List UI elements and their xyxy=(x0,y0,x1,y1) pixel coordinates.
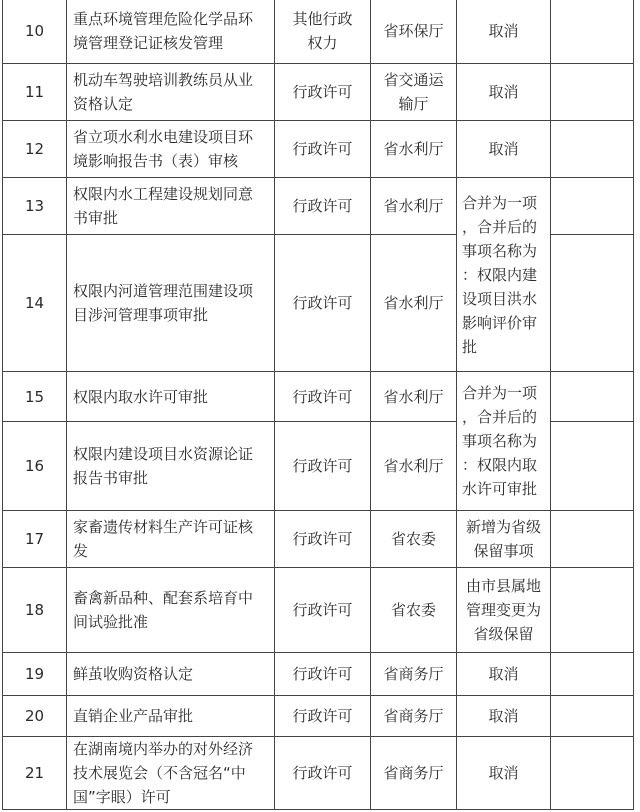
cell-text-line: 行政许可 xyxy=(292,140,353,158)
item-name xyxy=(67,372,275,422)
item-name xyxy=(67,696,275,737)
cell-text-line: 报告书审批 xyxy=(73,469,149,487)
cell-text-line: 省水利厅 xyxy=(383,294,444,312)
item-name xyxy=(67,511,275,568)
item-number: 17 xyxy=(3,511,67,568)
item-department xyxy=(371,568,457,653)
table-row xyxy=(3,653,634,696)
cell-text-line: 影响评价审 xyxy=(462,313,538,332)
cell-text-line: 省立项水利水电建设项目环 xyxy=(73,128,254,146)
item-name xyxy=(67,178,275,235)
cell-text-line: 行政许可 xyxy=(292,197,353,215)
empty-cell xyxy=(551,64,634,121)
cell-text-line: 保留事项 xyxy=(473,542,534,560)
item-department xyxy=(371,178,457,235)
item-number: 13 xyxy=(3,178,67,235)
cell-text-line: 省农委 xyxy=(390,530,436,548)
item-department xyxy=(371,64,457,121)
cell-text-line: 权限内建设项目水资源论证 xyxy=(73,445,254,463)
cell-text-line: ，合并后的 xyxy=(462,217,538,236)
item-note xyxy=(457,568,551,653)
cell-text-line: 设项目洪水 xyxy=(462,289,538,308)
item-type xyxy=(275,64,371,121)
item-name xyxy=(67,653,275,696)
item-type xyxy=(275,511,371,568)
cell-text-line: 书审批 xyxy=(73,209,119,227)
item-number: 10 xyxy=(3,0,67,64)
item-name xyxy=(67,422,275,511)
item-number: 19 xyxy=(3,653,67,696)
item-name xyxy=(67,121,275,178)
empty-cell xyxy=(551,422,634,511)
merged-note xyxy=(457,178,551,372)
item-note xyxy=(457,64,551,121)
cell-text-line: 目涉河管理事项审批 xyxy=(73,306,209,324)
empty-cell xyxy=(551,0,634,64)
cell-text-line: 畜禽新品种、配套系培育中 xyxy=(73,589,254,607)
cell-text-line: 境管理登记证核发管理 xyxy=(73,34,224,52)
cell-text-line: 取消 xyxy=(488,764,519,782)
empty-cell xyxy=(551,653,634,696)
cell-text-line: 省交通运 xyxy=(383,71,444,89)
item-type xyxy=(275,0,371,64)
cell-text-line: 境影响报告书（表）审核 xyxy=(73,152,239,170)
cell-text-line: 取消 xyxy=(488,140,519,158)
cell-text-line: 水许可审批 xyxy=(462,480,538,498)
empty-cell xyxy=(551,568,634,653)
cell-text-line: 省环保厅 xyxy=(383,22,444,40)
item-number: 16 xyxy=(3,422,67,511)
item-name xyxy=(67,737,275,810)
table-body xyxy=(3,0,634,810)
cell-text-line: 省水利厅 xyxy=(383,387,444,406)
item-name xyxy=(67,568,275,653)
item-type xyxy=(275,235,371,372)
item-number: 18 xyxy=(3,568,67,653)
cell-text-line: 行政许可 xyxy=(292,764,353,782)
item-number: 12 xyxy=(3,121,67,178)
item-type xyxy=(275,737,371,810)
cell-text-line: 省商务厅 xyxy=(383,764,444,782)
item-type xyxy=(275,653,371,696)
item-name xyxy=(67,64,275,121)
cell-text-line: ：权限内建 xyxy=(462,265,538,284)
cell-text-line: 权限内河道管理范围建设项 xyxy=(73,282,254,300)
item-name xyxy=(67,235,275,372)
empty-cell xyxy=(551,511,634,568)
cell-text-line: 省商务厅 xyxy=(383,707,444,725)
item-department xyxy=(371,737,457,810)
cell-text-line: ，合并后的 xyxy=(462,408,538,426)
item-department xyxy=(371,235,457,372)
item-department xyxy=(371,653,457,696)
cell-text-line: 省水利厅 xyxy=(383,197,444,215)
cell-text-line: 输厅 xyxy=(398,95,429,113)
table-row xyxy=(3,568,634,653)
item-name xyxy=(67,0,275,64)
item-type xyxy=(275,178,371,235)
cell-text-line: 合并为一项 xyxy=(462,384,538,402)
item-note xyxy=(457,0,551,64)
cell-text-line: 行政许可 xyxy=(292,665,353,683)
cell-text-line: 管理变更为 xyxy=(465,601,541,619)
cell-text-line: 批 xyxy=(462,337,478,356)
cell-text-line: 权力 xyxy=(307,34,338,52)
cell-text-line: 合并为一项 xyxy=(462,193,538,212)
cell-text-line: 由市县属地 xyxy=(465,577,541,595)
cell-text-line: 省水利厅 xyxy=(383,457,444,475)
table-row xyxy=(3,178,634,235)
empty-cell xyxy=(551,372,634,422)
empty-cell xyxy=(551,737,634,810)
cell-text-line: 新增为省级 xyxy=(465,518,541,536)
table-row xyxy=(3,64,634,121)
table-row xyxy=(3,737,634,810)
item-department xyxy=(371,0,457,64)
cell-text-line: 国”字眼）许可 xyxy=(73,788,171,806)
table-row xyxy=(3,0,634,64)
cell-text-line: 技术展览会（不含冠名“中 xyxy=(73,764,246,782)
cell-text-line: 发 xyxy=(73,542,89,560)
cell-text-line: 行政许可 xyxy=(292,601,353,619)
item-note xyxy=(457,737,551,810)
table-row xyxy=(3,696,634,737)
empty-cell xyxy=(551,235,634,372)
item-note xyxy=(457,121,551,178)
item-number: 11 xyxy=(3,64,67,121)
item-department xyxy=(371,696,457,737)
item-type xyxy=(275,568,371,653)
cell-text-line: 行政许可 xyxy=(292,83,353,101)
cell-text-line: 取消 xyxy=(488,707,519,725)
cell-text-line: 事项名称为 xyxy=(462,432,538,450)
table-row xyxy=(3,121,634,178)
cell-text-line: 事项名称为 xyxy=(462,241,538,260)
item-type xyxy=(275,696,371,737)
item-note xyxy=(457,653,551,696)
cell-text-line: 机动车驾驶培训教练员从业 xyxy=(73,71,254,89)
cell-text-line: 行政许可 xyxy=(292,457,353,475)
cell-text-line: 取消 xyxy=(488,83,519,101)
cell-text-line: 家畜遗传材料生产许可证核 xyxy=(73,518,254,536)
cell-text-line: 重点环境管理危险化学品环 xyxy=(73,10,254,28)
item-number: 20 xyxy=(3,696,67,737)
cell-text-line: 行政许可 xyxy=(292,387,353,406)
cell-text-line: 资格认定 xyxy=(73,95,134,113)
cell-text-line: 鲜茧收购资格认定 xyxy=(73,665,194,683)
item-note xyxy=(457,696,551,737)
cell-text-line: ：权限内取 xyxy=(462,456,538,474)
empty-cell xyxy=(551,178,634,235)
cell-text-line: 行政许可 xyxy=(292,294,353,312)
item-department xyxy=(371,422,457,511)
item-number: 14 xyxy=(3,235,67,372)
item-department xyxy=(371,511,457,568)
empty-cell xyxy=(551,696,634,737)
table-row xyxy=(3,372,634,422)
cell-text-line: 权限内水工程建设规划同意 xyxy=(73,185,254,203)
item-department xyxy=(371,372,457,422)
item-type xyxy=(275,422,371,511)
items-table xyxy=(2,0,634,810)
cell-text-line: 省商务厅 xyxy=(383,665,444,683)
cell-text-line: 取消 xyxy=(488,665,519,683)
merged-note xyxy=(457,372,551,511)
item-department xyxy=(371,121,457,178)
cell-text-line: 权限内取水许可审批 xyxy=(73,387,209,406)
item-number: 15 xyxy=(3,372,67,422)
empty-cell xyxy=(551,121,634,178)
cell-text-line: 省水利厅 xyxy=(383,140,444,158)
cell-text-line: 行政许可 xyxy=(292,707,353,725)
item-number: 21 xyxy=(3,737,67,810)
table-row xyxy=(3,511,634,568)
cell-text-line: 行政许可 xyxy=(292,530,353,548)
cell-text-line: 间试验批准 xyxy=(73,613,149,631)
cell-text-line: 省级保留 xyxy=(473,625,534,643)
cell-text-line: 省农委 xyxy=(390,601,436,619)
cell-text-line: 在湖南境内举办的对外经济 xyxy=(73,740,254,758)
cell-text-line: 取消 xyxy=(488,22,519,40)
cell-text-line: 其他行政 xyxy=(292,10,353,28)
item-note xyxy=(457,511,551,568)
item-type xyxy=(275,372,371,422)
item-type xyxy=(275,121,371,178)
cell-text-line: 直销企业产品审批 xyxy=(73,707,194,725)
